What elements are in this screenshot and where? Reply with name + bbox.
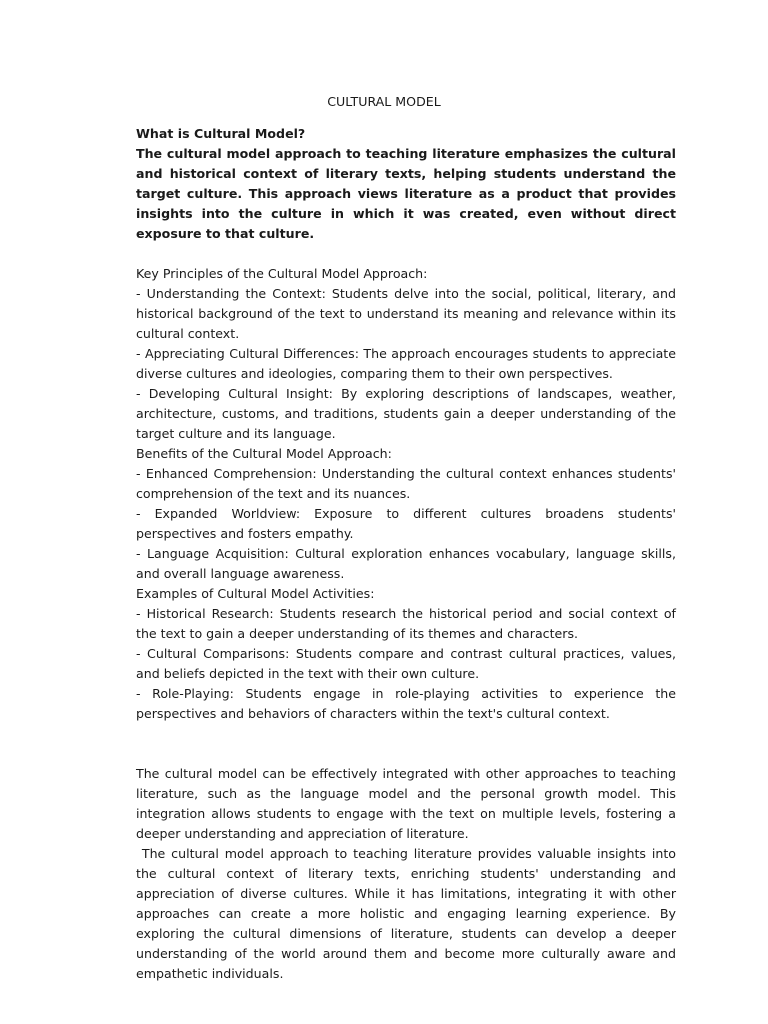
section-spacer xyxy=(136,724,676,764)
document-title: CULTURAL MODEL xyxy=(327,94,441,109)
intro-answer: The cultural model approach to teaching literature emphasizes the cultural and historical context of literary texts, helping students understand the target culture. This approach views literature as a product that provides insights into the culture in which it was created, even without direct exposure to that culture. xyxy=(136,146,676,241)
principle-item: - Appreciating Cultural Differences: The approach encourages students to appreciate diverse cultures and ideologies, comparing them to their own perspectives. xyxy=(136,346,676,381)
example-item: - Historical Research: Students research the historical period and social context of the text to gain a deeper understanding of its themes and characters. xyxy=(136,606,676,641)
closing-paragraph: The cultural model approach to teaching literature provides valuable insights into the cultural context of literary texts, enriching students' understanding and appreciation of diverse cultures. While it has limitations, integrating it with other approaches can create a more holistic and engaging learning experience. By exploring the cultural dimensions of literature, students can develop a deeper understanding of the world around them and become more culturally aware and empathetic individuals. xyxy=(136,846,681,981)
document-body xyxy=(136,124,681,984)
intro-question: What is Cultural Model? xyxy=(136,126,306,141)
benefit-item: - Language Acquisition: Cultural exploration enhances vocabulary, language skills, and overall language awareness. xyxy=(136,546,676,581)
benefit-item: - Expanded Worldview: Exposure to different cultures broadens students' perspectives and fosters empathy. xyxy=(136,506,676,541)
closing-paragraph: The cultural model can be effectively integrated with other approaches to teaching literature, such as the language model and the personal growth model. This integration allows students to engage with the text on multiple levels, fostering a deeper understanding and appreciation of literature. xyxy=(136,766,676,841)
examples-heading: Examples of Cultural Model Activities: xyxy=(136,586,375,601)
paragraph-spacer xyxy=(136,244,676,264)
example-item: - Role-Playing: Students engage in role-playing activities to experience the perspectives and behaviors of characters within the text's cultural context. xyxy=(136,686,676,721)
principle-item: - Developing Cultural Insight: By exploring descriptions of landscapes, weather, architecture, customs, and traditions, students gain a deeper understanding of the target culture and its language. xyxy=(136,386,676,441)
principles-heading: Key Principles of the Cultural Model Approach: xyxy=(136,266,428,281)
benefits-heading: Benefits of the Cultural Model Approach: xyxy=(136,446,392,461)
principle-item: - Understanding the Context: Students delve into the social, political, literary, and historical background of the text to understand its meaning and relevance within its cultural context. xyxy=(136,286,676,341)
example-item: - Cultural Comparisons: Students compare and contrast cultural practices, values, and beliefs depicted in the text with their own culture. xyxy=(136,646,676,681)
benefit-item: - Enhanced Comprehension: Understanding the cultural context enhances students' comprehension of the text and its nuances. xyxy=(136,466,676,501)
